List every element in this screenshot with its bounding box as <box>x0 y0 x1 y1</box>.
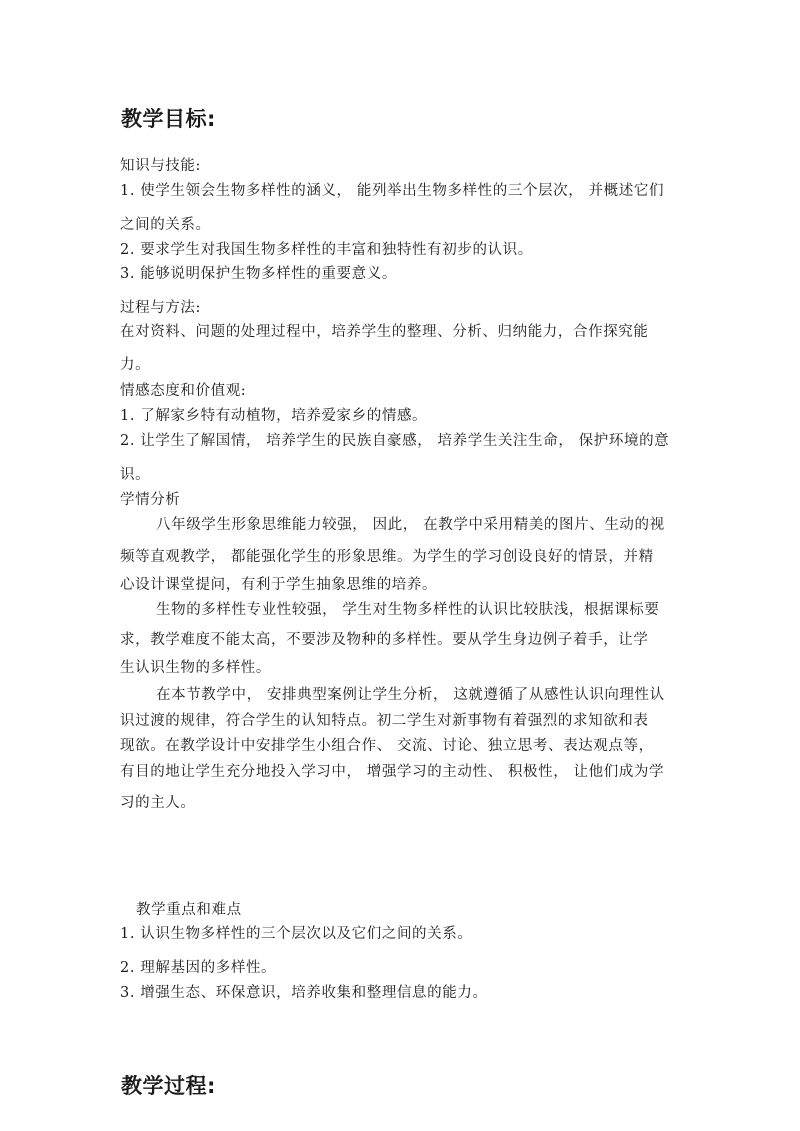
analysis-line: 频等直观教学， 都能强化学生的形象思维。为学生的学习创设良好的情景，并精 <box>120 549 654 565</box>
analysis-line: 八年级学生形象思维能力较强， 因此， 在教学中采用精美的图片、生动的视 <box>156 517 665 533</box>
key-point-item: 2. 理解基因的多样性。 <box>120 960 277 976</box>
process-heading: 教学过程: <box>121 1074 216 1098</box>
analysis-line: 识过渡的规律，符合学生的认知特点。初二学生对新事物有着强烈的求知欲和表 <box>120 713 649 729</box>
analysis-line: 求，教学难度不能太高，不要涉及物种的多样性。要从学生身边例子着手，让学 <box>120 632 649 648</box>
key-points-label: 教学重点和难点 <box>136 902 242 918</box>
analysis-line: 现欲。在教学设计中安排学生小组合作、 交流、讨论、独立思考、表达观点等， <box>120 738 654 754</box>
analysis-line: 生认识生物的多样性。 <box>120 660 271 676</box>
knowledge-item: 2. 要求学生对我国生物多样性的丰富和独特性有初步的认识。 <box>120 242 533 258</box>
process-item: 在对资料、问题的处理过程中，培养学生的整理、分析、归纳能力，合作探究能 <box>120 324 649 340</box>
analysis-line: 习的主人。 <box>120 795 196 811</box>
analysis-line: 有目的地让学生充分地投入学习中， 增强学习的主动性、 积极性， 让他们成为学 <box>120 764 665 780</box>
analysis-label: 学情分析 <box>120 492 181 508</box>
knowledge-item: 3. 能够说明保护生物多样性的重要意义。 <box>120 266 397 282</box>
knowledge-label: 知识与技能: <box>120 158 201 174</box>
emotion-item: 1. 了解家乡特有动植物，培养爱家乡的情感。 <box>120 408 428 424</box>
analysis-line: 心设计课堂提问，有利于学生抽象思维的培养。 <box>120 577 438 593</box>
knowledge-item: 1. 使学生领会生物多样性的涵义， 能列举出生物多样性的三个层次， 并概述它们 <box>120 183 665 199</box>
objectives-heading: 教学目标: <box>121 107 216 131</box>
emotion-label: 情感态度和价值观: <box>120 383 247 399</box>
process-item: 力。 <box>120 357 151 373</box>
analysis-line: 生物的多样性专业性较强， 学生对生物多样性的认识比较肤浅，根据课标要 <box>156 602 660 618</box>
emotion-item: 2. 让学生了解国情， 培养学生的民族自豪感， 培养学生关注生命， 保护环境的意 <box>120 433 670 449</box>
knowledge-item: 之间的关系。 <box>120 217 211 233</box>
process-label: 过程与方法: <box>120 300 201 316</box>
analysis-line: 在本节教学中， 安排典型案例让学生分析， 这就遵循了从感性认识向理性认 <box>156 687 665 703</box>
key-point-item: 3. 增强生态、环保意识，培养收集和整理信息的能力。 <box>120 985 488 1001</box>
key-point-item: 1. 认识生物多样性的三个层次以及它们之间的关系。 <box>120 926 473 942</box>
emotion-item: 识。 <box>120 467 151 483</box>
